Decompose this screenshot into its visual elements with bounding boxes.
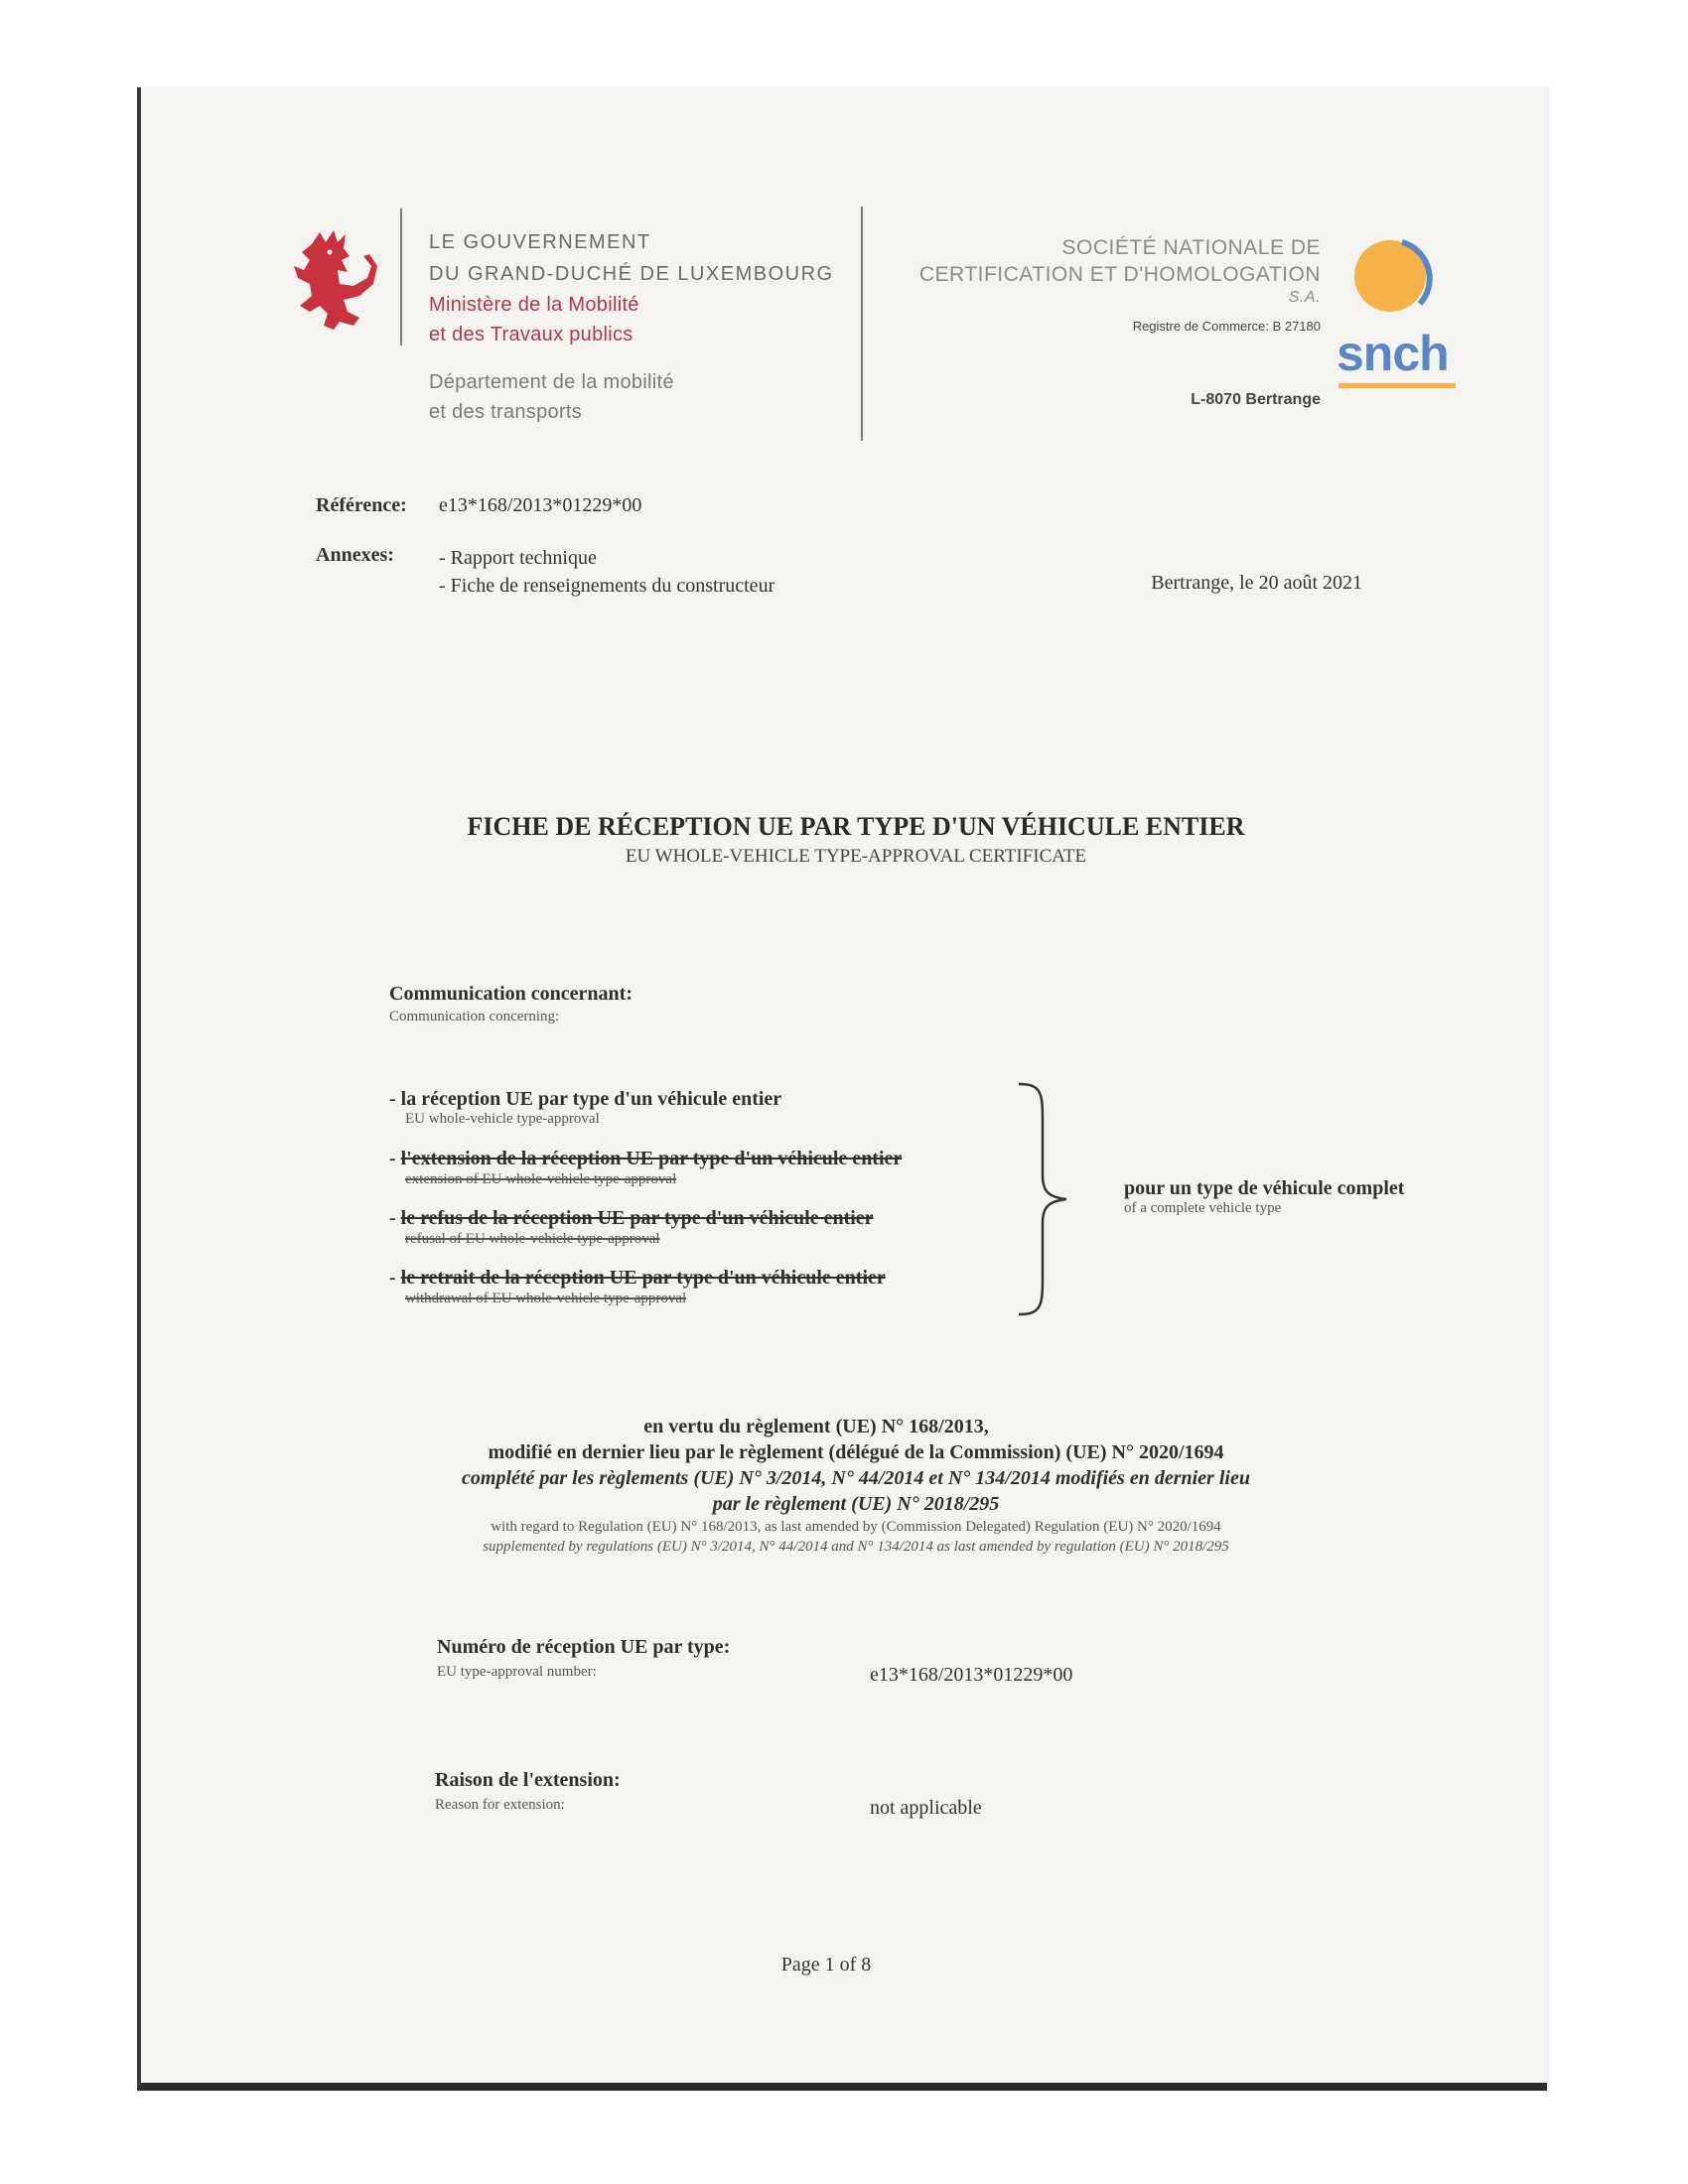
department-line-2: et des transports	[429, 401, 583, 423]
option-withdrawal: - le retrait de la réception UE par type d'un véhicule entier withdrawal of EU whole-vehicle type-approval	[389, 1267, 886, 1306]
lion-emblem-icon	[290, 226, 379, 336]
reference-value: e13*168/2013*01229*00	[439, 494, 642, 516]
regulation-line-2: modifié en dernier lieu par le règlement (délégué de la Commission) (UE) N° 2020/1694	[488, 1441, 1224, 1463]
communication-option-list	[389, 1088, 1025, 1326]
option-fr: l'extension de la réception UE par type d'un véhicule entier	[400, 1148, 903, 1169]
regulation-line-4: par le règlement (UE) N° 2018/295	[712, 1493, 1000, 1515]
ministry-line-1: Ministère de la Mobilité	[429, 294, 639, 316]
certificate-subtitle: EU WHOLE-VEHICLE TYPE-APPROVAL CERTIFICATE	[625, 846, 1087, 867]
snch-logo-icon	[1333, 234, 1462, 314]
option-en: withdrawal of EU whole-vehicle type-approval	[405, 1291, 687, 1306]
option-fr: la réception UE par type d'un véhicule entier	[400, 1088, 782, 1110]
option-whole-vehicle-approval: - la réception UE par type d'un véhicule entier EU whole-vehicle type-approval	[389, 1088, 1025, 1148]
document-page	[137, 87, 1547, 2091]
ministry-line-2: et des Travaux publics	[429, 324, 633, 345]
vehicle-type-label: pour un type de véhicule complet	[1124, 1177, 1405, 1199]
annex-item: - Fiche de renseignements du constructeur	[439, 575, 775, 597]
option-en: refusal of EU whole-vehicle type-approval	[405, 1231, 660, 1247]
page-number: Page 1 of 8	[780, 1954, 872, 1976]
option-en: extension of EU whole-vehicle type-approval	[405, 1171, 677, 1187]
communication-label-en: Communication concerning:	[389, 1009, 560, 1024]
approval-number-label-en: EU type-approval number:	[437, 1664, 597, 1680]
certificate-title: FICHE DE RÉCEPTION UE PAR TYPE D'UN VÉHICULE ENTIER	[467, 812, 1245, 841]
regulation-en-2: supplemented by regulations (EU) N° 3/2014, N° 44/2014 and N° 134/2014 as last amended by regulation (EU) N° 2018/295	[483, 1539, 1229, 1555]
regulation-line-1: en vertu du règlement (UE) N° 168/2013,	[643, 1416, 989, 1437]
annex-item: - Rapport technique	[439, 547, 597, 569]
curly-brace-icon	[1015, 1080, 1074, 1318]
extension-reason-value: not applicable	[870, 1797, 982, 1819]
company-name-line-1: SOCIÉTÉ NATIONALE DE	[1061, 236, 1321, 259]
extension-reason-label-en: Reason for extension:	[435, 1797, 565, 1813]
company-form: S.A.	[1288, 289, 1321, 306]
approval-number-label: Numéro de réception UE par type:	[437, 1636, 731, 1658]
annexes-label: Annexes:	[316, 544, 394, 566]
option-fr: le refus de la réception UE par type d'un véhicule entier	[400, 1207, 874, 1229]
registry-number: Registre de Commerce: B 27180	[1132, 319, 1321, 334]
regulation-en-1: with regard to Regulation (EU) N° 168/2013, as last amended by (Commission Delegated) Regulation (EU) N° 2020/1694	[491, 1519, 1221, 1535]
company-name-line-2: CERTIFICATION ET D'HOMOLOGATION	[918, 263, 1321, 286]
snch-logo-text: snch	[1336, 326, 1449, 381]
department-line-1: Département de la mobilité	[429, 371, 674, 393]
option-en: EU whole-vehicle type-approval	[405, 1111, 600, 1127]
option-fr: le retrait de la réception UE par type d'un véhicule entier	[400, 1267, 886, 1289]
government-line-1: LE GOUVERNEMENT	[429, 231, 651, 253]
regulation-line-3: complété par les règlements (UE) N° 3/2014, N° 44/2014 et N° 134/2014 modifiés en dernier lieu	[462, 1467, 1250, 1489]
reference-label: Référence:	[316, 494, 407, 516]
vehicle-type-label-en: of a complete vehicle type	[1124, 1200, 1282, 1216]
government-line-2: DU GRAND-DUCHÉ DE LUXEMBOURG	[429, 263, 834, 285]
option-extension: - l'extension de la réception UE par type d'un véhicule entier extension of EU whole-vehicle type-approval	[389, 1148, 903, 1187]
approval-number-value: e13*168/2013*01229*00	[870, 1664, 1073, 1686]
extension-reason-label: Raison de l'extension:	[435, 1769, 621, 1791]
place-date: Bertrange, le 20 août 2021	[1151, 572, 1362, 594]
snch-logo-underline	[1338, 383, 1456, 388]
header-divider-left	[400, 208, 402, 345]
company-address: L-8070 Bertrange	[1191, 391, 1321, 408]
option-refusal: - le refus de la réception UE par type d'un véhicule entier refusal of EU whole-vehicle type-approval	[389, 1207, 874, 1247]
communication-label: Communication concernant:	[389, 983, 633, 1005]
